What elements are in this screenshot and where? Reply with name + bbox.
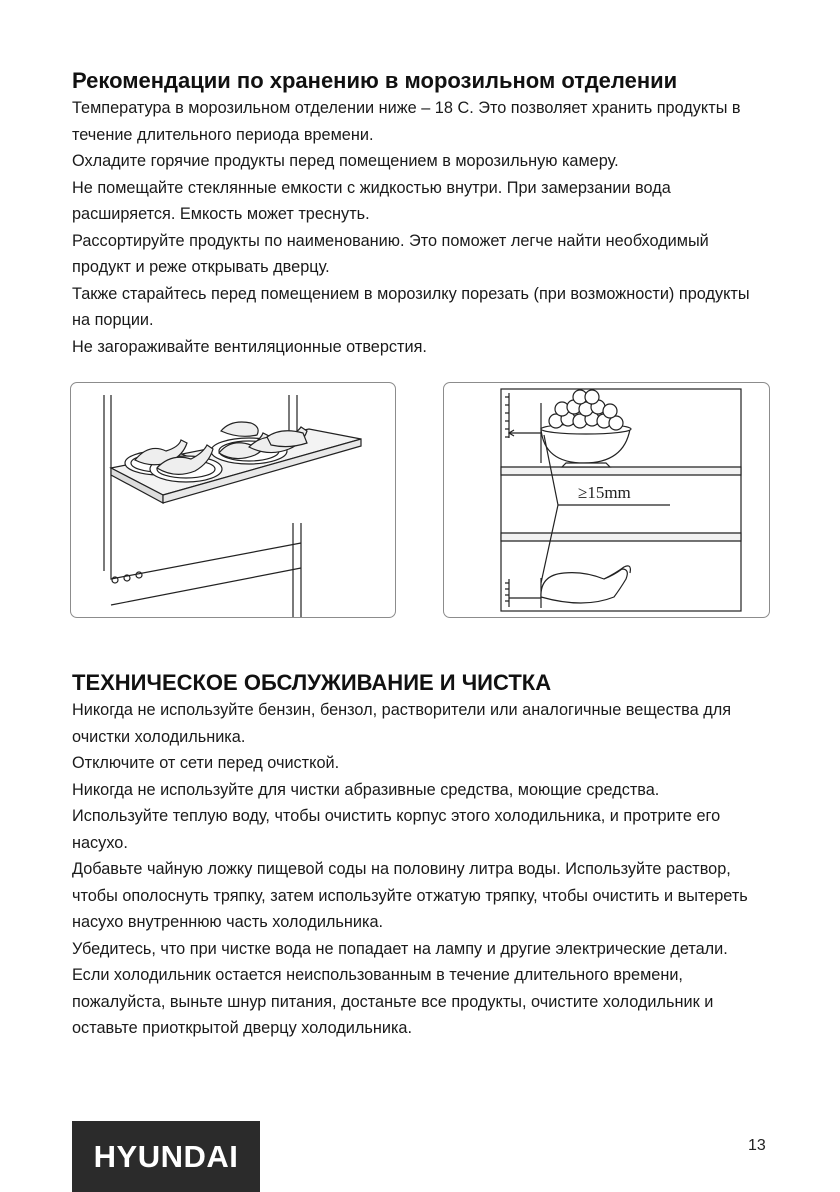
paragraph: Не загораживайте вентиляционные отверстия. xyxy=(72,337,427,356)
paragraph: Никогда не используйте для чистки абразивные средства, моющие средства. xyxy=(72,780,660,799)
paragraph: Убедитесь, что при чистке вода не попадает на лампу и другие электрические детали. xyxy=(72,939,728,958)
paragraph: Добавьте чайную ложку пищевой соды на половину литра воды. Используйте раствор, чтобы ополоснуть тряпку, затем используйте отжатую тряпку, чтобы очистить и вытереть насухо внутреннюю часть холодильника. xyxy=(72,860,748,931)
brand-logo: HYUNDAI xyxy=(72,1121,260,1192)
paragraph: Также старайтесь перед помещением в морозилку порезать (при возможности) продукты на порции. xyxy=(72,284,750,329)
maintenance-text xyxy=(72,697,772,1042)
freezer-storage-text xyxy=(72,95,772,360)
page-number: 13 xyxy=(748,1137,766,1154)
paragraph: Никогда не используйте бензин, бензол, растворители или аналогичные вещества для очистки холодильника. xyxy=(72,701,732,746)
section-title-freezer-storage: Рекомендации по хранению в морозильном отделении xyxy=(72,68,678,93)
gap-label: ≥15mm xyxy=(578,483,631,502)
paragraph: Не помещайте стеклянные емкости с жидкостью внутри. При замерзании вода расширяется. Емкость может треснуть. xyxy=(72,178,671,223)
paragraph: Используйте теплую воду, чтобы очистить корпус этого холодильника, и протрите его насухо. xyxy=(72,807,721,852)
paragraph: Рассортируйте продукты по наименованию. Это поможет легче найти необходимый продукт и реже открывать дверцу. xyxy=(72,231,709,276)
paragraph: Отключите от сети перед очисткой. xyxy=(72,754,340,772)
freezer-shelf-illustration xyxy=(70,382,396,618)
paragraph: Охладите горячие продукты перед помещением в морозильную камеру. xyxy=(72,152,619,170)
ventilation-gap-illustration xyxy=(443,382,770,618)
paragraph: Если холодильник остается неиспользованным в течение длительного времени, пожалуйста, выньте шнур питания, достаньте все продукты, очистите холодильник и оставьте приоткрытой дверцу холодильника. xyxy=(72,966,714,1037)
section-title-maintenance: ТЕХНИЧЕСКОЕ ОБСЛУЖИВАНИЕ И ЧИСТКА xyxy=(72,670,552,695)
paragraph: Температура в морозильном отделении ниже – 18 С. Это позволяет хранить продукты в течение длительного периода времени. xyxy=(72,99,741,144)
